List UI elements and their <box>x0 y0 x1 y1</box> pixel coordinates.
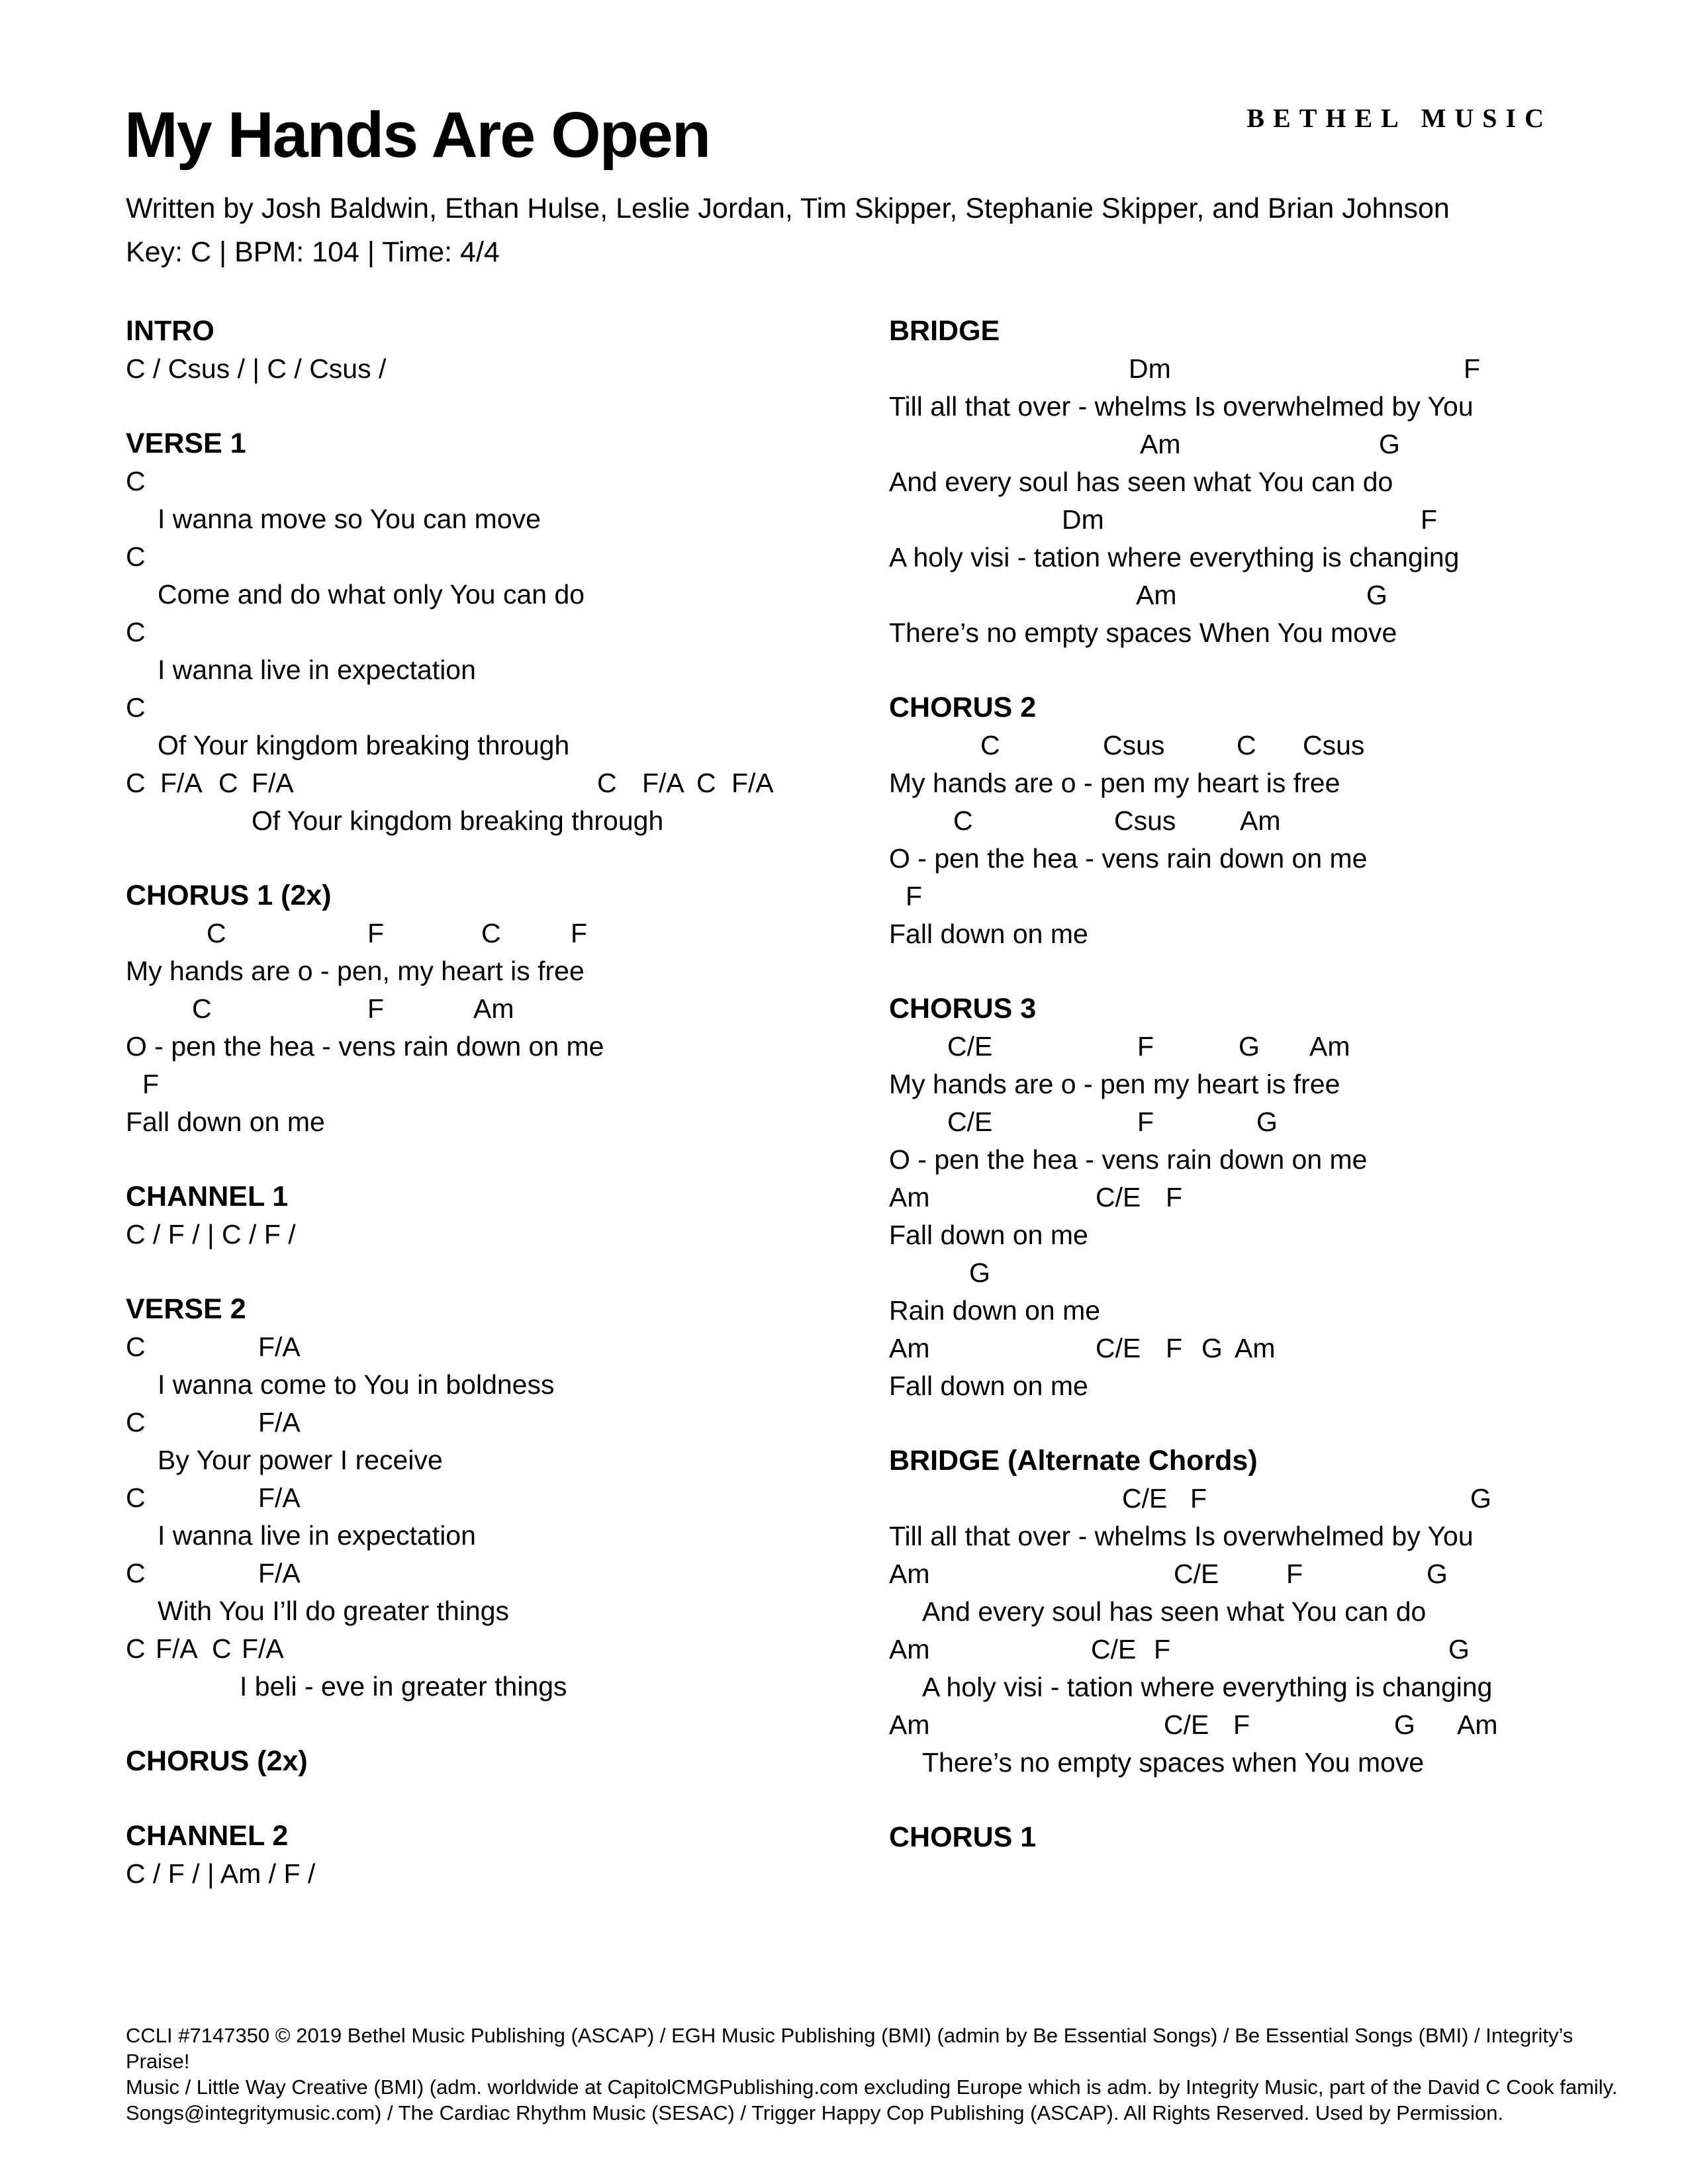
lyric-text: My hands are o - pen, my heart is free <box>126 956 585 986</box>
lyric-line <box>889 1593 1664 1631</box>
lyric-line <box>889 1367 1664 1405</box>
chord-token: C <box>1237 730 1256 760</box>
chord-token: G <box>1201 1333 1223 1363</box>
chord-token: F <box>571 918 588 948</box>
lyric-text: O - pen the hea - vens rain down on me <box>889 1144 1368 1175</box>
chord-token: C <box>980 730 1000 760</box>
chord-line <box>126 1066 867 1103</box>
chord-line <box>126 915 867 952</box>
lyric-line <box>126 576 867 614</box>
chord-token: Am <box>889 1709 930 1740</box>
chord-token: C <box>212 1633 232 1664</box>
chord-token: Am <box>889 1634 930 1664</box>
chord-token: G <box>969 1257 990 1288</box>
lyric-text: I beli - eve in greater things <box>240 1671 567 1702</box>
chord-token: Am <box>1457 1709 1498 1740</box>
lyric-line <box>889 764 1664 802</box>
lyric-text: Fall down on me <box>889 1220 1088 1250</box>
section-chorus-2x <box>126 1743 867 1780</box>
lyric-line <box>126 1366 867 1404</box>
section-chorus-1-2x <box>126 877 867 1141</box>
chord-token: C <box>207 918 226 948</box>
lyric-text: Of Your kingdom breaking through <box>252 805 664 836</box>
lyric-line <box>889 1744 1664 1782</box>
lyric-line <box>126 1592 867 1630</box>
song-meta: Key: C | BPM: 104 | Time: 4/4 <box>126 236 500 268</box>
chord-token: Dm <box>1129 353 1171 384</box>
lyric-text: There’s no empty spaces When You move <box>889 617 1397 648</box>
lyric-line <box>889 840 1664 878</box>
left-column <box>126 312 867 1930</box>
chord-token: C <box>696 768 716 798</box>
lyric-text: I wanna live in expectation <box>158 655 476 685</box>
lyric-text: A holy visi - tation where everything is changing <box>889 542 1460 572</box>
section-bridge <box>889 312 1664 652</box>
section-intro <box>126 312 867 388</box>
chord-token: C <box>481 918 501 948</box>
chord-token: Am <box>1240 805 1281 836</box>
right-column <box>889 312 1664 1893</box>
chord-token: F/A <box>160 768 203 798</box>
chord-line <box>889 1330 1664 1367</box>
chord-line <box>889 426 1664 463</box>
chord-token: G <box>1366 580 1387 610</box>
section-heading: BRIDGE <box>889 315 1000 347</box>
chord-token: F/A <box>258 1558 301 1588</box>
lyric-line <box>889 614 1664 652</box>
chord-token: C/E <box>1096 1182 1141 1212</box>
chord-token: F <box>367 993 385 1024</box>
chord-token: G <box>1379 429 1400 459</box>
lyric-line <box>126 1216 867 1253</box>
chord-line <box>889 727 1664 764</box>
chord-token: Csus <box>1103 730 1165 760</box>
chord-token: C <box>126 1407 146 1437</box>
lyric-line <box>126 1441 867 1479</box>
chord-token: G <box>1427 1559 1448 1589</box>
chord-token: F/A <box>258 1332 301 1362</box>
lyric-line <box>126 802 867 840</box>
chord-line <box>889 1179 1664 1216</box>
lyric-line <box>126 1668 867 1706</box>
lyric-line <box>889 1066 1664 1103</box>
lyric-text: I wanna move so You can move <box>158 504 541 534</box>
chord-line <box>126 1404 867 1441</box>
lyric-line <box>126 1103 867 1141</box>
byline-block <box>126 187 1450 274</box>
lyric-text: My hands are o - pen my heart is free <box>889 1069 1340 1099</box>
chord-line <box>126 538 867 576</box>
chord-token: Am <box>889 1333 930 1363</box>
chord-line <box>889 802 1664 840</box>
lyric-text: Rain down on me <box>889 1295 1101 1326</box>
chord-token: G <box>1470 1483 1491 1514</box>
chord-line <box>889 1254 1664 1292</box>
chord-token: C <box>953 805 973 836</box>
chord-token: G <box>1256 1107 1278 1137</box>
lyric-text: And every soul has seen what You can do <box>889 467 1393 497</box>
section-heading: CHORUS 2 <box>889 692 1037 723</box>
section-heading: BRIDGE (Alternate Chords) <box>889 1445 1258 1477</box>
chord-token: C <box>126 1332 146 1362</box>
lyric-line <box>889 463 1664 501</box>
lyric-line <box>889 1216 1664 1254</box>
chord-token: F <box>1166 1333 1183 1363</box>
lyric-line <box>889 388 1664 426</box>
chord-line <box>889 1555 1664 1593</box>
section-channel-2 <box>126 1817 867 1893</box>
chord-token: F <box>1421 504 1438 535</box>
chord-token: F/A <box>731 768 774 798</box>
lyric-text: Come and do what only You can do <box>158 579 585 610</box>
section-chorus-3 <box>889 990 1664 1405</box>
section-heading: CHANNEL 1 <box>126 1181 289 1212</box>
lyric-text: By Your power I receive <box>158 1445 443 1475</box>
section-bridge-alternate-chords <box>889 1442 1664 1782</box>
chord-token: Am <box>473 993 514 1024</box>
chord-token: F <box>1137 1031 1154 1062</box>
chord-line <box>889 350 1664 388</box>
chord-line <box>889 1631 1664 1668</box>
chord-token: F <box>1233 1709 1250 1740</box>
lyric-line <box>126 952 867 990</box>
lyric-line <box>889 1292 1664 1330</box>
chord-token: F <box>1286 1559 1303 1589</box>
chord-line <box>889 1706 1664 1744</box>
chord-line <box>889 1480 1664 1518</box>
chord-token: Csus <box>1114 805 1176 836</box>
chord-line <box>126 463 867 500</box>
chord-line <box>126 1555 867 1592</box>
lyric-text: Fall down on me <box>126 1107 325 1137</box>
section-chorus-1 <box>889 1819 1664 1856</box>
lyric-text: Till all that over - whelms Is overwhelmed by You <box>889 391 1474 422</box>
chord-token: C <box>126 1633 146 1664</box>
chord-token: F <box>1154 1634 1171 1664</box>
chord-token: F <box>1190 1483 1207 1514</box>
chord-token: F/A <box>642 768 684 798</box>
chord-token: Am <box>1235 1333 1276 1363</box>
chord-token: Am <box>1309 1031 1350 1062</box>
lyric-line <box>126 727 867 764</box>
chord-token: C <box>126 617 146 647</box>
chord-token: G <box>1448 1634 1470 1664</box>
section-verse-1 <box>126 425 867 840</box>
chord-token: Csus <box>1303 730 1365 760</box>
lyric-text: C / F / | C / F / <box>126 1219 296 1250</box>
lyric-line <box>889 915 1664 953</box>
lyric-line <box>889 1518 1664 1555</box>
chord-token: C <box>126 541 146 572</box>
footer-line: CCLI #7147350 © 2019 Bethel Music Publishing (ASCAP) / EGH Music Publishing (BMI) (admin by Be Essential Songs) / Be Essential Songs (BMI) / Integrity’s Praise! <box>126 2024 1573 2073</box>
chord-token: F/A <box>252 768 294 798</box>
chord-token: F/A <box>242 1633 284 1664</box>
chord-line <box>126 689 867 727</box>
chord-token: F <box>1464 353 1481 384</box>
lyric-text: I wanna live in expectation <box>158 1520 476 1551</box>
chord-token: Am <box>889 1182 930 1212</box>
lyric-text: My hands are o - pen my heart is free <box>889 768 1340 798</box>
lyric-line <box>889 1668 1664 1706</box>
chord-token: C/E <box>947 1031 993 1062</box>
chord-token: F/A <box>258 1407 301 1437</box>
chord-line <box>889 501 1664 539</box>
chord-token: Dm <box>1062 504 1104 535</box>
chord-token: F <box>367 918 385 948</box>
chord-token: C <box>597 768 617 798</box>
chord-line <box>126 1328 867 1366</box>
chord-token: Am <box>1136 580 1177 610</box>
section-channel-1 <box>126 1178 867 1253</box>
chord-line <box>889 1103 1664 1141</box>
song-title: My Hands Are Open <box>124 99 710 171</box>
section-verse-2 <box>126 1291 867 1706</box>
chord-line <box>889 1028 1664 1066</box>
bethel-music-logo: BETHEL MUSIC <box>1246 103 1552 133</box>
chord-token: C <box>126 1558 146 1588</box>
chord-token: C/E <box>1096 1333 1141 1363</box>
lyric-line <box>126 1028 867 1066</box>
lyric-text: Fall down on me <box>889 919 1088 949</box>
chord-token: Am <box>1140 429 1181 459</box>
lyric-text: A holy visi - tation where everything is changing <box>922 1672 1493 1702</box>
lyric-line <box>889 539 1664 576</box>
chord-token: C <box>126 1482 146 1513</box>
chord-token: C <box>192 993 212 1024</box>
lyric-text: There’s no empty spaces when You move <box>922 1747 1425 1778</box>
lyric-text: And every soul has seen what You can do <box>922 1596 1427 1627</box>
chord-token: C/E <box>947 1107 993 1137</box>
section-heading: CHORUS 1 <box>889 1821 1037 1853</box>
lyric-text: Of Your kingdom breaking through <box>158 730 570 760</box>
chord-token: F <box>906 881 923 911</box>
chord-token: C <box>126 692 146 723</box>
lyric-text: C / F / | Am / F / <box>126 1858 316 1889</box>
lyric-line <box>126 1517 867 1555</box>
chord-token: F/A <box>156 1633 198 1664</box>
chord-token: G <box>1394 1709 1415 1740</box>
byline: Written by Josh Baldwin, Ethan Hulse, Leslie Jordan, Tim Skipper, Stephanie Skipper, and Brian Johnson <box>126 193 1450 224</box>
section-heading: INTRO <box>126 315 214 347</box>
chord-token: C/E <box>1122 1483 1168 1514</box>
chord-line <box>126 1630 867 1668</box>
lyric-text: C / Csus / | C / Csus / <box>126 353 387 384</box>
chord-line <box>126 1479 867 1517</box>
lyric-text: O - pen the hea - vens rain down on me <box>126 1031 604 1062</box>
chord-token: C/E <box>1174 1559 1219 1589</box>
chord-token: F <box>1137 1107 1154 1137</box>
lyric-text: Fall down on me <box>889 1371 1088 1401</box>
section-heading: VERSE 2 <box>126 1293 246 1325</box>
section-chorus-2 <box>889 689 1664 953</box>
chord-token: C/E <box>1091 1634 1137 1664</box>
chord-line <box>889 878 1664 915</box>
chord-token: F <box>1166 1182 1183 1212</box>
section-heading: CHORUS (2x) <box>126 1745 308 1777</box>
lyric-line <box>126 1855 867 1893</box>
chord-token: C/E <box>1164 1709 1209 1740</box>
chord-line <box>889 576 1664 614</box>
chord-token: G <box>1239 1031 1260 1062</box>
chord-line <box>126 764 867 802</box>
lyric-line <box>889 1141 1664 1179</box>
chord-token: F/A <box>258 1482 301 1513</box>
footer-line: Music / Little Way Creative (BMI) (adm. worldwide at CapitolCMGPublishing.com excluding Europe which is adm. by Integrity Music, part of the David C Cook family. <box>126 2075 1618 2099</box>
section-heading: CHORUS 3 <box>889 993 1037 1024</box>
lyric-text: With You I’ll do greater things <box>158 1596 510 1626</box>
chord-token: F <box>142 1069 160 1099</box>
copyright-footer <box>126 2023 1622 2126</box>
chord-line <box>126 614 867 651</box>
lyric-line <box>126 651 867 689</box>
lyric-line <box>126 500 867 538</box>
chord-token: C <box>218 768 238 798</box>
chord-line <box>126 990 867 1028</box>
footer-line: Songs@integritymusic.com) / The Cardiac Rhythm Music (SESAC) / Trigger Happy Cop Publishing (ASCAP). All Rights Reserved. Used by Permission. <box>126 2101 1504 2124</box>
lyric-text: O - pen the hea - vens rain down on me <box>889 843 1368 874</box>
lyric-line <box>126 350 867 388</box>
lyric-text: Till all that over - whelms Is overwhelmed by You <box>889 1521 1474 1551</box>
section-heading: VERSE 1 <box>126 428 246 459</box>
chord-token: Am <box>889 1559 930 1589</box>
section-heading: CHORUS 1 (2x) <box>126 880 332 911</box>
section-heading: CHANNEL 2 <box>126 1820 289 1852</box>
chord-token: C <box>126 466 146 496</box>
lyric-text: I wanna come to You in boldness <box>158 1369 555 1400</box>
chord-token: C <box>126 768 146 798</box>
